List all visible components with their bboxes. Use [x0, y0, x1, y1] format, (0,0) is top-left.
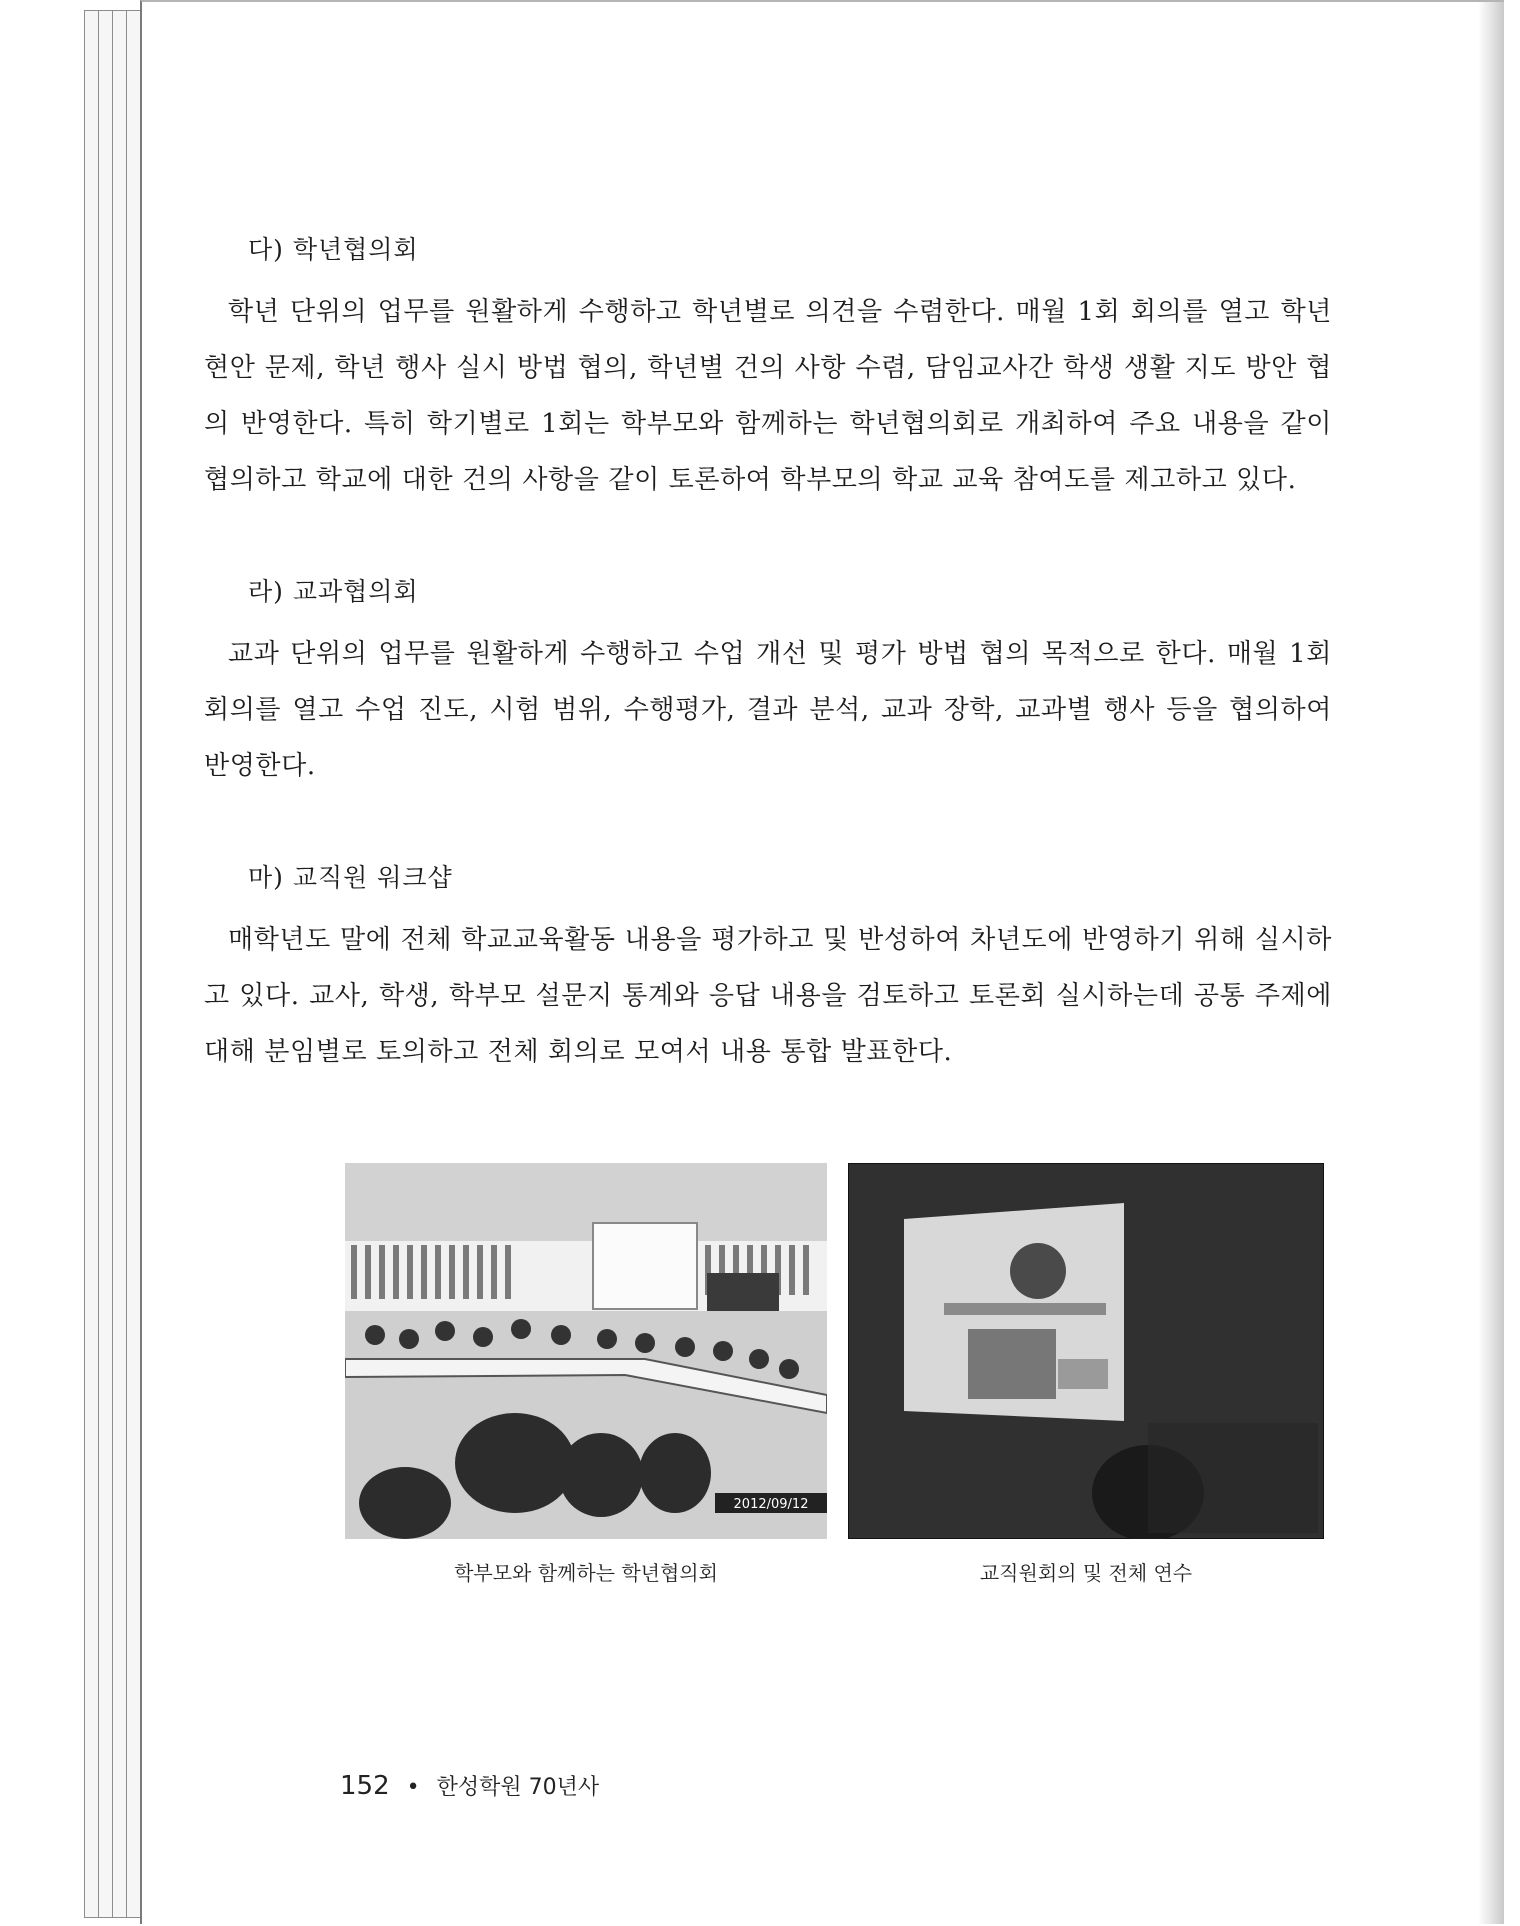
book-page-stack	[84, 10, 148, 1918]
section-body: 교과 단위의 업무를 원활하게 수행하고 수업 개선 및 평가 방법 협의 목적으로 한다. 매월 1회 회의를 열고 수업 진도, 시험 범위, 수행평가, 결과 분석, 교과 장학, 교과별 행사 등을 협의하여 반영한다.	[204, 639, 1332, 781]
section-grade-council	[204, 230, 1332, 508]
figure-parent-meeting	[345, 1163, 827, 1586]
section-body: 학년 단위의 업무를 원활하게 수행하고 학년별로 의견을 수렴한다. 매월 1회 회의를 열고 학년 현안 문제, 학년 행사 실시 방법 협의, 학년별 건의 사항 수렴, 담임교사간 학생 생활 지도 방안 협의 반영한다. 특히 학기별로 1회는 학부모와 함께하는 학년협의회로 개최하여 주요 내용을 같이 협의하고 학교에 대한 건의 사항을 같이 토론하여 학부모의 학교 교육 참여도를 제고하고 있다.	[204, 297, 1332, 495]
photo-figures	[345, 1163, 1345, 1585]
book-title: 한성학원 70년사	[436, 1775, 600, 1800]
footer-bullet: •	[406, 1775, 420, 1800]
figure-staff-training	[848, 1163, 1324, 1586]
section-subject-council	[204, 572, 1332, 794]
photo-date-stamp: 2012/09/12	[733, 1497, 809, 1512]
projector-screen-photo	[848, 1163, 1324, 1539]
page-footer	[340, 1770, 599, 1801]
meeting-room-photo	[345, 1163, 827, 1539]
section-staff-workshop	[204, 858, 1332, 1080]
page-edge-shadow	[1478, 2, 1504, 1924]
figure-caption: 학부모와 함께하는 학년협의회	[454, 1561, 718, 1585]
figure-caption: 교직원회의 및 전체 연수	[979, 1561, 1193, 1585]
section-heading: 마) 교직원 워크샵	[248, 863, 453, 892]
section-heading: 다) 학년협의회	[248, 235, 419, 264]
page-number: 152	[340, 1771, 390, 1801]
section-body: 매학년도 말에 전체 학교교육활동 내용을 평가하고 및 반성하여 차년도에 반영하기 위해 실시하고 있다. 교사, 학생, 학부모 설문지 통계와 응답 내용을 검토하고 토론회 실시하는데 공통 주제에 대해 분임별로 토의하고 전체 회의로 모여서 내용 통합 발표한다.	[204, 925, 1332, 1067]
page-content	[204, 230, 1332, 1144]
section-heading: 라) 교과협의회	[248, 577, 419, 606]
